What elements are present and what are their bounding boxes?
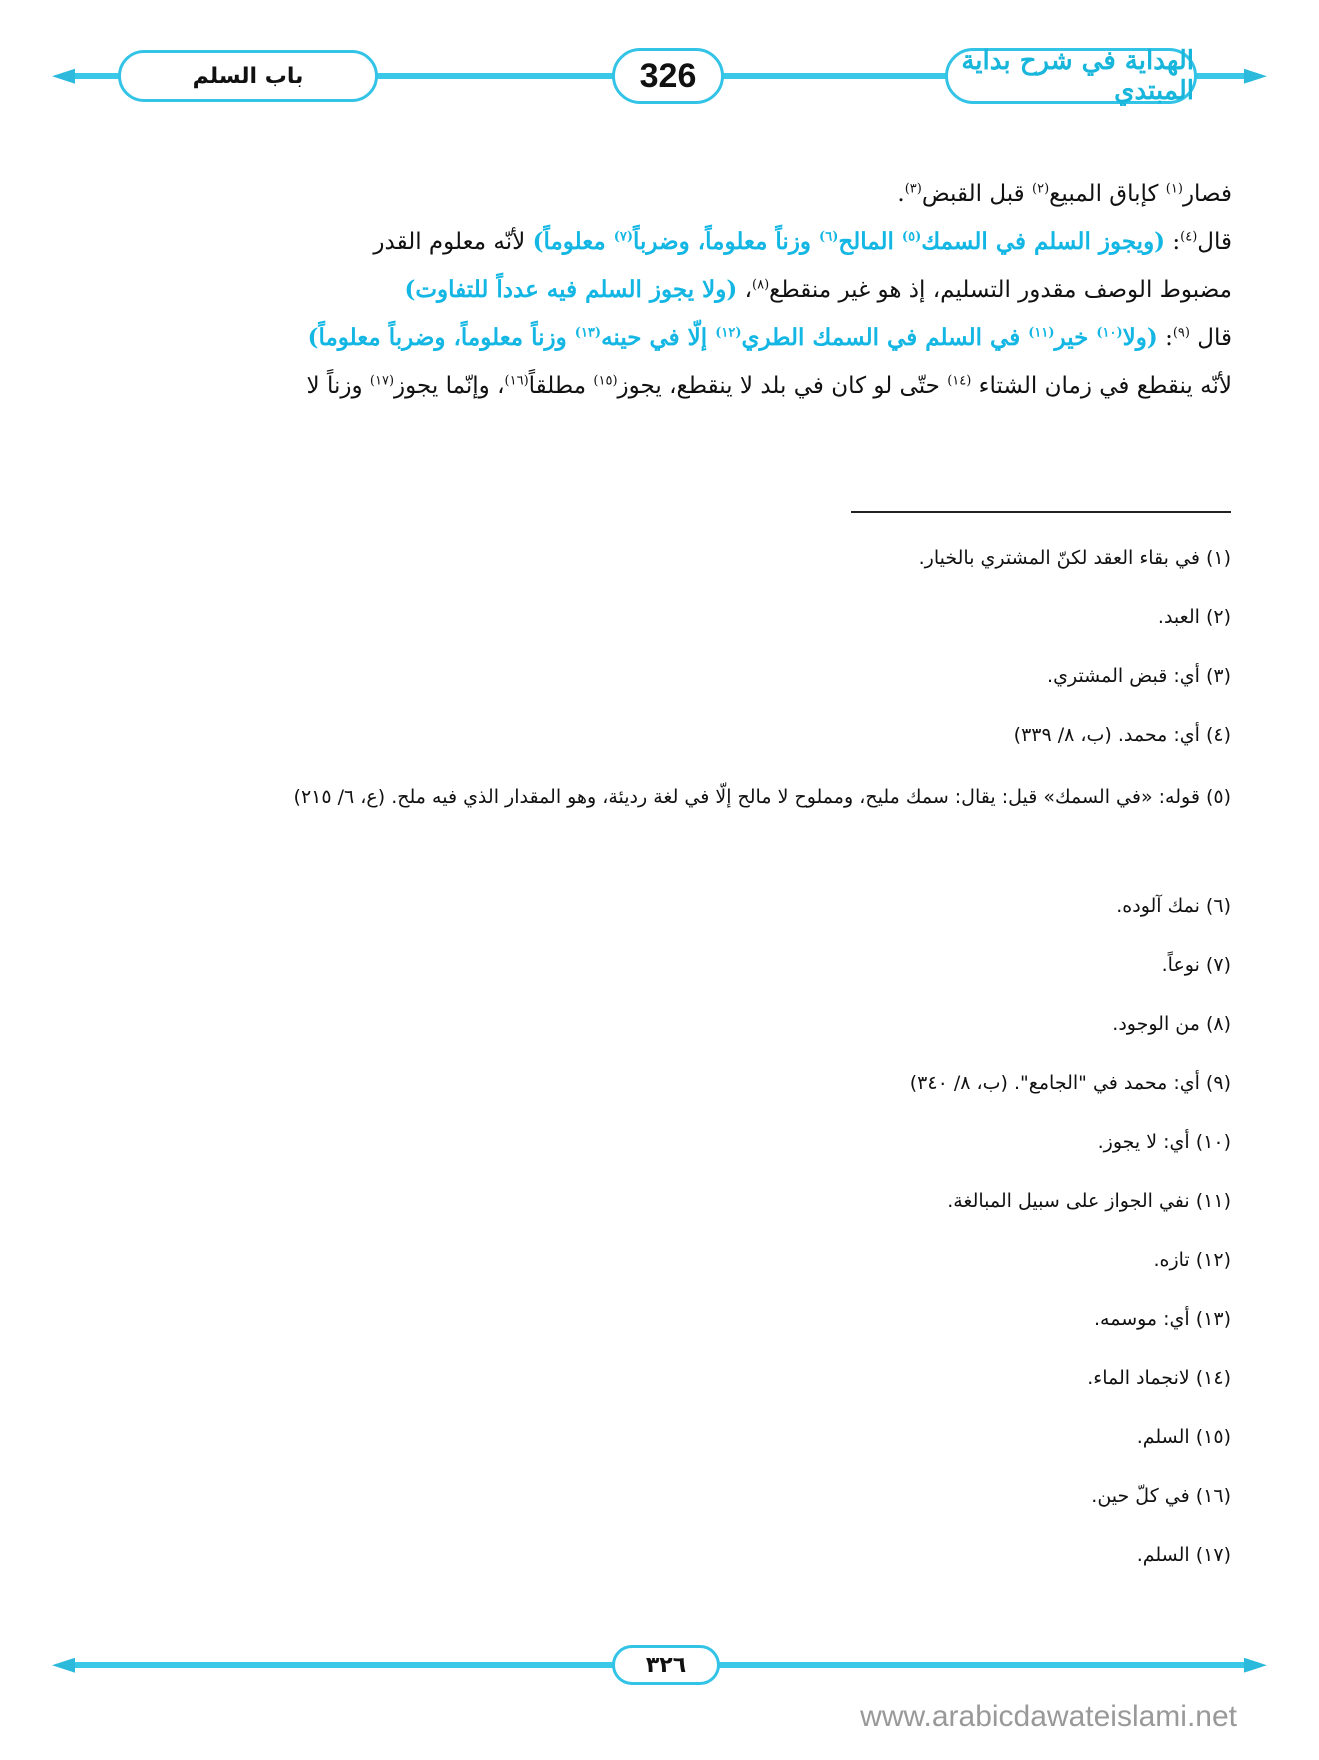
header-ornament-left: ◄ <box>52 57 76 92</box>
text-line-5: لأنّه ينقطع في زمان الشتاء $^{(١٤)}$ حتّى لو كان في بلد لا ينقطع، يجوز$^{(١٥)}$ مطلقاً$^{(١٦)}$، وإنّما يجوز$^{(١٧)}$ وزناً لا <box>306 373 1232 399</box>
header-ornament-right: ► <box>1243 57 1267 92</box>
text-line-2: قال$^{(٤)}$: (ويجوز السلم في السمك$^{(٥)}$ المالح$^{(٦)}$ وزناً معلوماً، وضرباً$^{(٧)}$ معلوماً) لأنّه معلوم القدر <box>373 228 1232 255</box>
footnote-separator <box>851 511 1231 513</box>
text-line-1: فصار$^{(١)}$ كإباق المبيع$^{(٢)}$ قبل القبض$^{(٣)}$. <box>897 181 1232 207</box>
footnote-6: (٦) نمك آلوده. <box>1116 895 1231 917</box>
footer-page-number: ٣٢٦ <box>645 1652 687 1678</box>
footnote-2: (٢) العبد. <box>1157 606 1231 628</box>
footnote-7: (٧) نوعاً. <box>1161 954 1231 976</box>
page-number: 326 <box>639 56 697 95</box>
book-title-box <box>945 48 1197 104</box>
footer-ornament-left: ◄ <box>52 1646 76 1681</box>
footnote-13: (١٣) أي: موسمه. <box>1093 1308 1231 1330</box>
footnote-5: (٥) قوله: «في السمك» قيل: يقال: سمك مليح، ومملوح لا مالح إلّا في لغة رديئة، وهو المقدار الذي فيه ملح. (ع، ٦/ ٢١٥) <box>293 786 1231 808</box>
footnote-15: (١٥) السلم. <box>1136 1426 1231 1448</box>
text-line-4: قال $^{(٩)}$: (ولا$^{(١٠)}$ خير$^{(١١)}$ في السلم في السمك الطري$^{(١٢)}$ إلّا في حينه$^{(١٣)}$ وزناً معلوماً، وضرباً معلوماً) <box>307 324 1232 351</box>
chapter-title: باب السلم <box>192 63 304 89</box>
chapter-title-box <box>118 50 378 102</box>
footnote-16: (١٦) في كلّ حين. <box>1091 1485 1231 1507</box>
footnote-17: (١٧) السلم. <box>1136 1544 1231 1566</box>
book-title: الهداية في شرح بداية المبتدي <box>961 46 1194 106</box>
footer-page-number-box <box>612 1645 720 1685</box>
footnote-4: (٤) أي: محمد. (ب، ٨/ ٣٣٩) <box>1013 724 1231 746</box>
footnote-12: (١٢) تازه. <box>1153 1249 1231 1271</box>
footer-ornament-right: ► <box>1243 1646 1267 1681</box>
page-number-box <box>612 48 724 104</box>
footnote-1: (١) في بقاء العقد لكنّ المشتري بالخيار. <box>918 547 1231 569</box>
main-text <box>94 170 1232 410</box>
footnote-3: (٣) أي: قبض المشتري. <box>1047 665 1231 687</box>
website-watermark: www.arabicdawateislami.net <box>860 1700 1237 1733</box>
footnote-10: (١٠) أي: لا يجوز. <box>1097 1131 1231 1153</box>
footnote-8: (٨) من الوجود. <box>1112 1013 1231 1035</box>
footnotes <box>89 535 1231 1591</box>
text-line-3: مضبوط الوصف مقدور التسليم، إذ هو غير منقطع$^{(٨)}$، (ولا يجوز السلم فيه عدداً للتفاوت) <box>404 276 1232 303</box>
footnote-9: (٩) أي: محمد في "الجامع". (ب، ٨/ ٣٤٠) <box>909 1072 1231 1094</box>
footnote-11: (١١) نفي الجواز على سبيل المبالغة. <box>947 1190 1231 1212</box>
footnote-14: (١٤) لانجماد الماء. <box>1087 1367 1231 1389</box>
